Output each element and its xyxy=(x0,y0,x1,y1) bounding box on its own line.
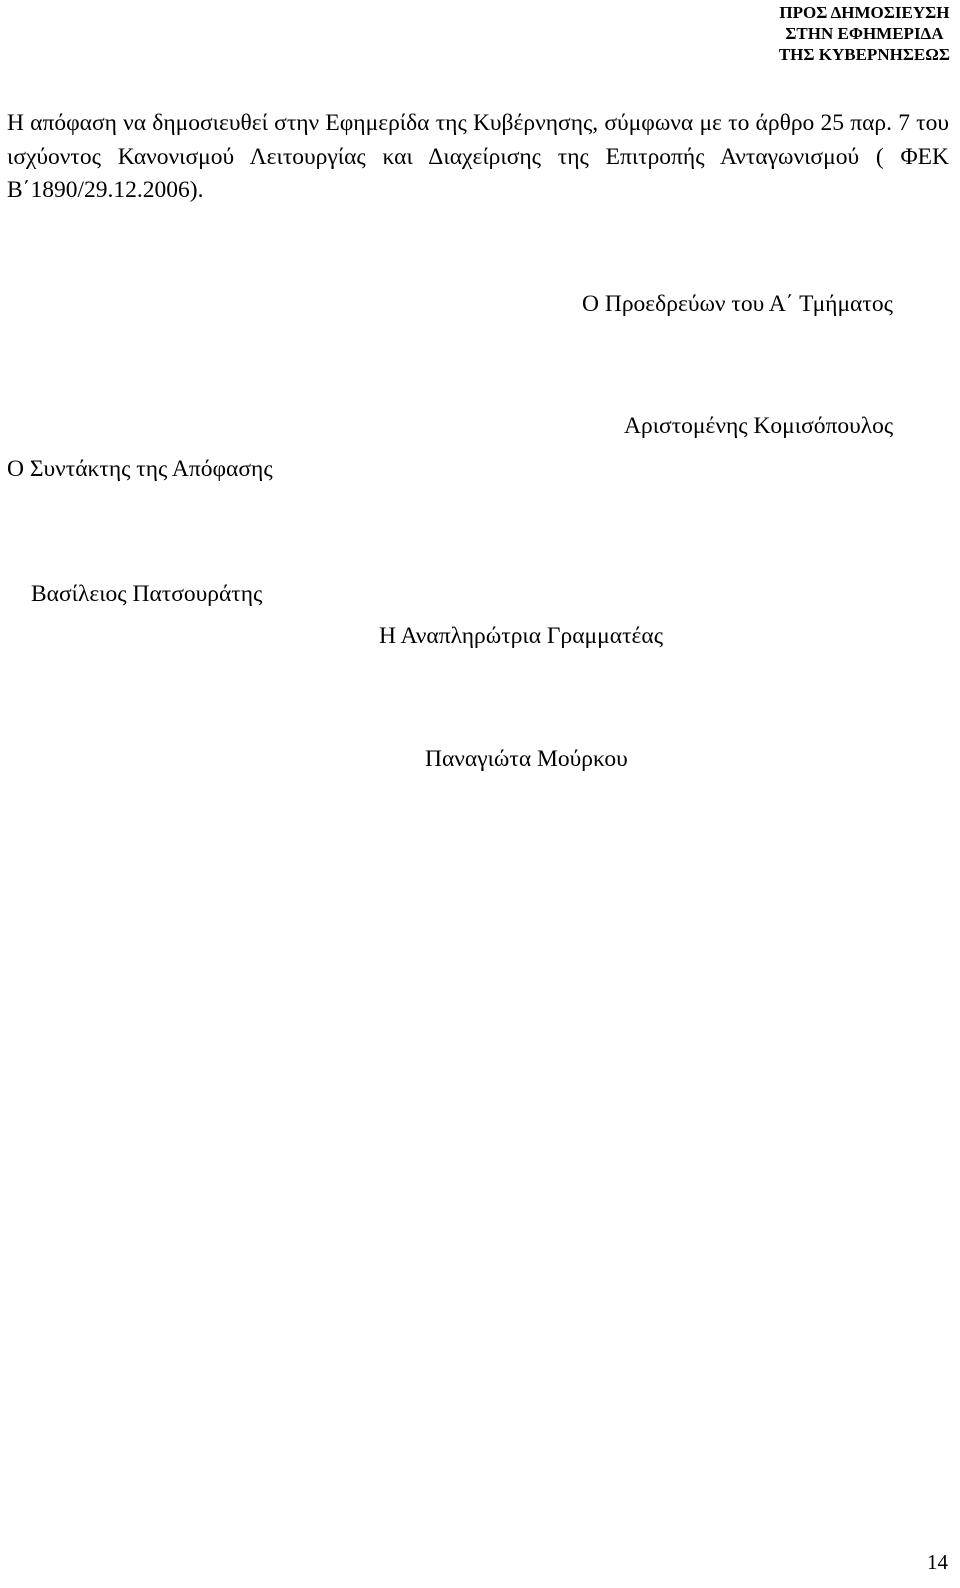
president-title: Ο Προεδρεύων του Α΄ Τμήματος xyxy=(582,291,893,317)
publication-stamp-line-1: ΠΡΟΣ ΔΗΜΟΣΙΕΥΣΗ xyxy=(779,3,950,22)
rapporteur-name: Βασίλειος Πατσουράτης xyxy=(31,581,263,607)
publication-stamp-line-2: ΣΤΗΝ ΕΦΗΜΕΡΙΔΑ xyxy=(785,24,944,43)
publication-stamp-line-3: ΤΗΣ ΚΥΒΕΡΝΗΣΕΩΣ xyxy=(778,45,950,64)
publication-stamp xyxy=(779,2,950,65)
rapporteur-title: Ο Συντάκτης της Απόφασης xyxy=(7,456,273,482)
secretary-title: Η Αναπληρώτρια Γραμματέας xyxy=(379,623,663,649)
secretary-name: Παναγιώτα Μούρκου xyxy=(425,746,628,772)
president-name: Αριστομένης Κομισόπουλος xyxy=(624,413,894,439)
page-number: 14 xyxy=(927,1550,948,1574)
publication-order-paragraph: Η απόφαση να δημοσιευθεί στην Εφημερίδα της Κυβέρνησης, σύμφωνα με το άρθρο 25 παρ. 7 του ισχύοντος Κανονισμού Λειτουργίας και Διαχείρισης της Επιτροπής Ανταγωνισμού ( ΦΕΚ Β΄1890/29.12.2006). xyxy=(7,110,949,203)
